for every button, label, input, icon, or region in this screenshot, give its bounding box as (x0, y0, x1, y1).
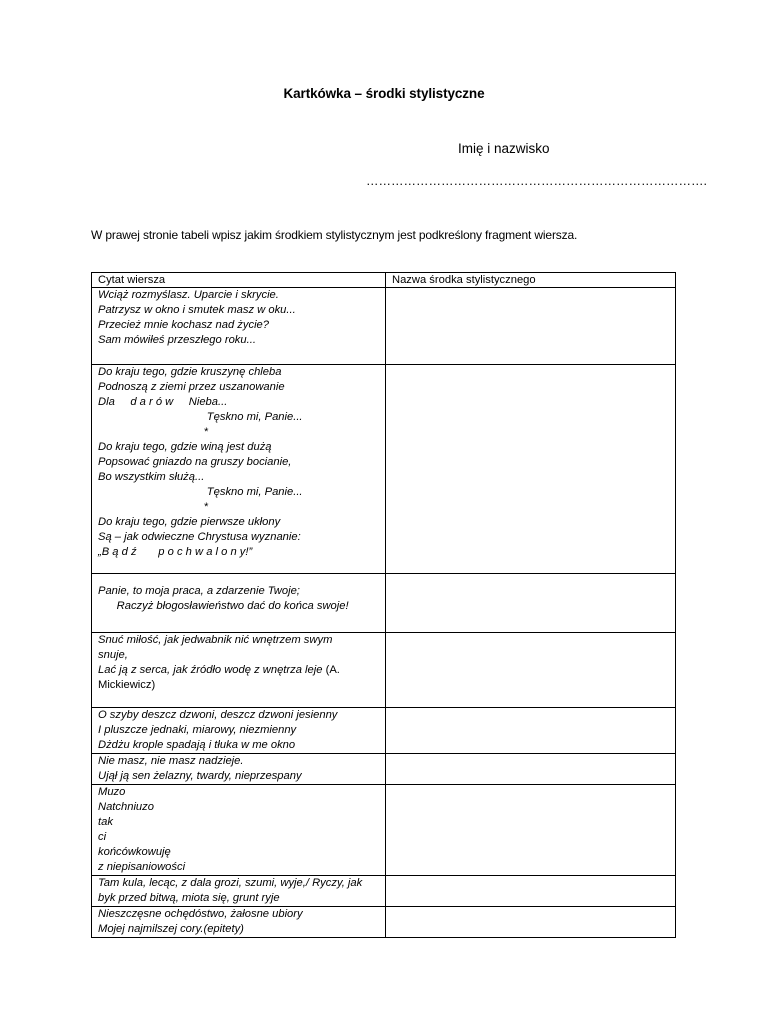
quote-line: Dżdżu krople spadają i tłuka w me okno (98, 739, 296, 751)
quote-line: * (98, 501, 209, 513)
answer-cell[interactable] (386, 907, 676, 938)
author-note-line: Mickiewicz) (98, 679, 156, 691)
quote-line: Do kraju tego, gdzie winą jest dużą (98, 441, 272, 453)
quote-line: Wciąż rozmyślasz. Uparcie i skrycie. (98, 289, 279, 301)
answer-cell[interactable] (386, 288, 676, 365)
quote-line: Snuć miłość, jak jedwabnik nić wnętrzem swym (98, 634, 333, 646)
quote-line: „B ą d ź p o c h w a l o n y!” (98, 546, 253, 558)
quote-line: * (98, 426, 209, 438)
quote-line: Tęskno mi, Panie... (98, 411, 303, 423)
table-row (92, 907, 676, 938)
quote-line: Do kraju tego, gdzie pierwsze ukłony (98, 516, 281, 528)
quote-cell (92, 876, 386, 907)
table-row (92, 574, 676, 633)
table-row (92, 754, 676, 785)
quote-line: byk przed bitwą, miota się, grunt ryje (98, 892, 280, 904)
quote-line: Dla d a r ó w Nieba... (98, 396, 228, 408)
answer-cell[interactable] (386, 708, 676, 754)
table-row (92, 876, 676, 907)
quote-line: Do kraju tego, gdzie kruszynę chleba (98, 366, 282, 378)
quote-line: Podnoszą z ziemi przez uszanowanie (98, 381, 285, 393)
quote-line: Nie masz, nie masz nadzieje. (98, 755, 244, 767)
table-row (92, 633, 676, 708)
quiz-title: Kartkówka – środki stylistyczne (283, 86, 485, 101)
answer-cell[interactable] (386, 574, 676, 633)
quiz-table (91, 272, 676, 938)
table-row (92, 708, 676, 754)
answer-cell[interactable] (386, 876, 676, 907)
header-quote: Cytat wiersza (92, 273, 386, 288)
quote-line: Nieszczęsne ochędóstwo, żałosne ubiory (98, 908, 303, 920)
table-header-row (92, 273, 676, 288)
quote-cell (92, 785, 386, 876)
table-row (92, 288, 676, 365)
quote-cell (92, 574, 386, 633)
quote-line: Natchniuzo (98, 801, 154, 813)
name-field-dots[interactable]: ………………………………………………………………………. (366, 174, 707, 188)
quote-line: Popsować gniazdo na gruszy bocianie, (98, 456, 292, 468)
answer-cell[interactable] (386, 754, 676, 785)
quote-cell (92, 907, 386, 938)
quote-line: końcówkowuję (98, 846, 171, 858)
quote-line: ci (98, 831, 107, 843)
quote-line: Bo wszystkim służą... (98, 471, 205, 483)
quote-cell (92, 633, 386, 708)
table-row (92, 785, 676, 876)
quote-line: Przecież mnie kochasz nad życie? (98, 319, 269, 331)
quote-line: Patrzysz w okno i smutek masz w oku... (98, 304, 296, 316)
name-label: Imię i nazwisko (458, 141, 550, 156)
quote-line: Ujął ją sen żelazny, twardy, nieprzespany (98, 770, 302, 782)
quote-line: snuje, (98, 649, 128, 661)
answer-cell[interactable] (386, 365, 676, 574)
quote-line: Muzo (98, 786, 126, 798)
quote-line: Tęskno mi, Panie... (98, 486, 303, 498)
quote-line: Sam mówiłeś przeszłego roku... (98, 334, 256, 346)
header-device-name: Nazwa środka stylistycznego (386, 273, 676, 288)
quote-line: O szyby deszcz dzwoni, deszcz dzwoni jesienny (98, 709, 338, 721)
quote-line: Tam kula, lecąc, z dala grozi, szumi, wyje,/ Ryczy, jak (98, 877, 363, 889)
quote-line: Są – jak odwieczne Chrystusa wyznanie: (98, 531, 301, 543)
quote-cell (92, 288, 386, 365)
quote-line: Mojej najmilszej cory.(epitety) (98, 923, 244, 935)
table-row (92, 365, 676, 574)
quote-line: I pluszcze jednaki, miarowy, niezmienny (98, 724, 297, 736)
author-note: (A. (322, 664, 340, 676)
instruction-text: W prawej stronie tabeli wpisz jakim środkiem stylistycznym jest podkreślony fragment wiersza. (91, 228, 578, 242)
quote-line: Raczyż błogosławieństwo dać do końca swoje! (98, 600, 349, 612)
quote-cell (92, 708, 386, 754)
quote-cell (92, 754, 386, 785)
quote-line: Panie, to moja praca, a zdarzenie Twoje; (98, 585, 300, 597)
quote-line (98, 663, 379, 678)
quote-cell (92, 365, 386, 574)
quote-line: tak (98, 816, 113, 828)
answer-cell[interactable] (386, 785, 676, 876)
answer-cell[interactable] (386, 633, 676, 708)
quote-line-text: Lać ją z serca, jak źródło wodę z wnętrza leje (98, 664, 323, 676)
quote-line: z niepisaniowości (98, 861, 186, 873)
